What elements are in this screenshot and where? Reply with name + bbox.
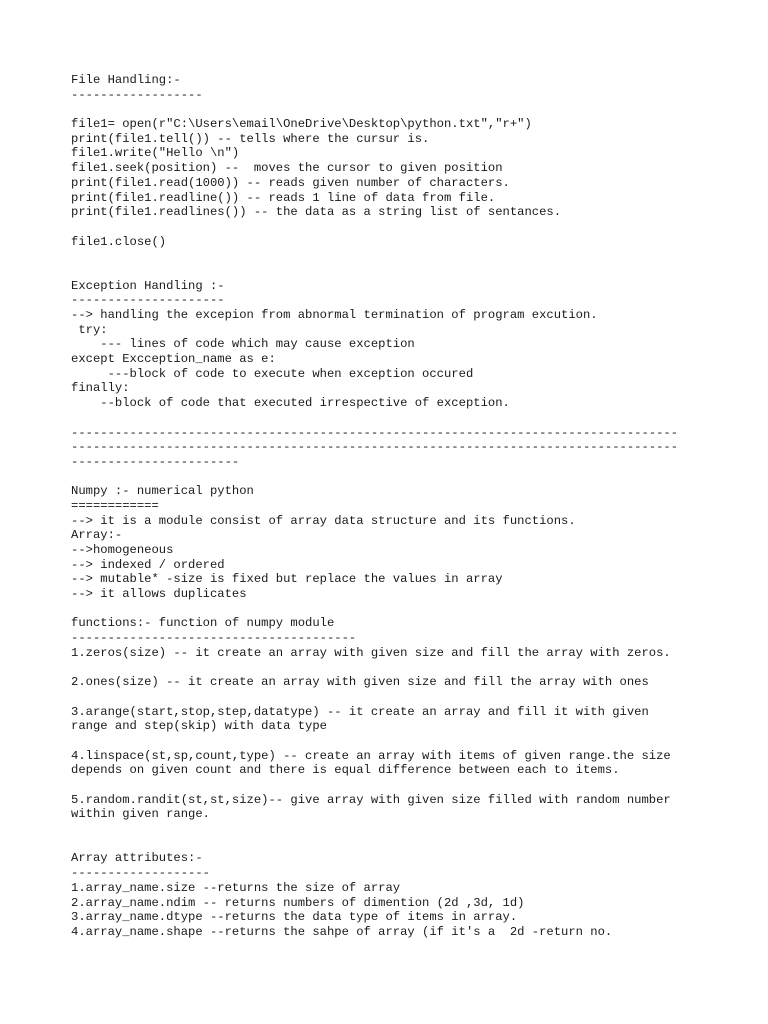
text-line: Array attributes:- [71,851,203,866]
text-line: file1.close() [71,234,167,249]
document-body [71,73,711,940]
text-line: --> handling the excepion from abnormal termination of program excution. [71,308,598,322]
divider-line: ------------------- [71,866,210,881]
divider-line: ----------------------- [71,454,240,469]
text-line: Exception Handling :- [71,278,225,293]
blank-line [71,778,711,793]
blank-line [71,690,711,705]
text-line: print(file1.readlines()) -- the data as a string list of sentances. [71,205,562,220]
text-line: 1.array_name.size --returns the size of array [71,880,401,895]
text-line: functions:- function of numpy module [71,616,335,631]
text-line: Array:- [71,528,123,543]
blank-line [71,249,711,264]
text-line: 1.zeros(size) -- it create an array with given size and fill the array with zeros. [71,645,671,660]
blank-line [71,411,711,426]
text-line: --> indexed / ordered [71,557,225,572]
text-line: 3.arange(start,stop,step,datatype) -- it create an array and fill it with given [71,704,649,719]
text-line: print(file1.read(1000)) -- reads given number of characters. [71,175,510,190]
text-line: range and step(skip) with data type [71,719,327,734]
blank-line [71,220,711,235]
text-line: Numpy :- numerical python [71,484,254,499]
text-line: File Handling:- [71,73,181,87]
divider-line: ----------------------------------------------------------------------------------- [71,440,679,455]
text-line: depends on given count and there is equal difference between each to items. [71,763,620,778]
text-line: --> it is a module consist of array data structure and its functions. [71,513,576,528]
text-line: ---block of code to execute when exception occured [71,366,474,381]
divider-line: --------------------- [71,293,225,308]
divider-line: ------------------ [71,87,203,102]
text-line: 4.linspace(st,sp,count,type) -- create an array with items of given range.the size [71,748,671,763]
blank-line [71,602,711,617]
blank-line [71,822,711,837]
blank-line [71,734,711,749]
blank-line [71,264,711,279]
text-line: print(file1.readline()) -- reads 1 line of data from file. [71,190,496,205]
text-line: 3.array_name.dtype --returns the data type of items in array. [71,910,518,925]
text-line: try: [71,322,108,337]
text-line: within given range. [71,807,210,822]
text-line: -->homogeneous [71,543,174,557]
divider-line: --------------------------------------- [71,631,357,646]
divider-line: ============ [71,498,159,513]
divider-line: ----------------------------------------------------------------------------------- [71,425,679,440]
text-line: 2.array_name.ndim -- returns numbers of dimention (2d ,3d, 1d) [71,895,525,910]
blank-line [71,470,711,485]
blank-line [71,837,711,852]
text-line: --> it allows duplicates [71,587,247,602]
text-line: file1= open(r"C:\Users\email\OneDrive\Desktop\python.txt","r+") [71,117,532,132]
text-line: finally: [71,381,130,396]
blank-line [71,102,711,117]
text-line: 2.ones(size) -- it create an array with given size and fill the array with ones [71,675,649,690]
text-line: --> mutable* -size is fixed but replace the values in array [71,572,503,587]
text-line: file1.write("Hello \n") [71,146,240,161]
text-line: print(file1.tell()) -- tells where the cursur is. [71,131,430,146]
text-line: file1.seek(position) -- moves the cursor to given position [71,161,503,176]
text-line: 5.random.randit(st,st,size)-- give array with given size filled with random number [71,792,671,807]
blank-line [71,661,711,676]
text-line: except Excception_name as e: [71,352,276,367]
text-line: 4.array_name.shape --returns the sahpe of array (if it's a 2d -return no. [71,924,613,939]
text-line: --block of code that executed irrespective of exception. [71,396,510,411]
text-line: --- lines of code which may cause exception [71,337,415,352]
